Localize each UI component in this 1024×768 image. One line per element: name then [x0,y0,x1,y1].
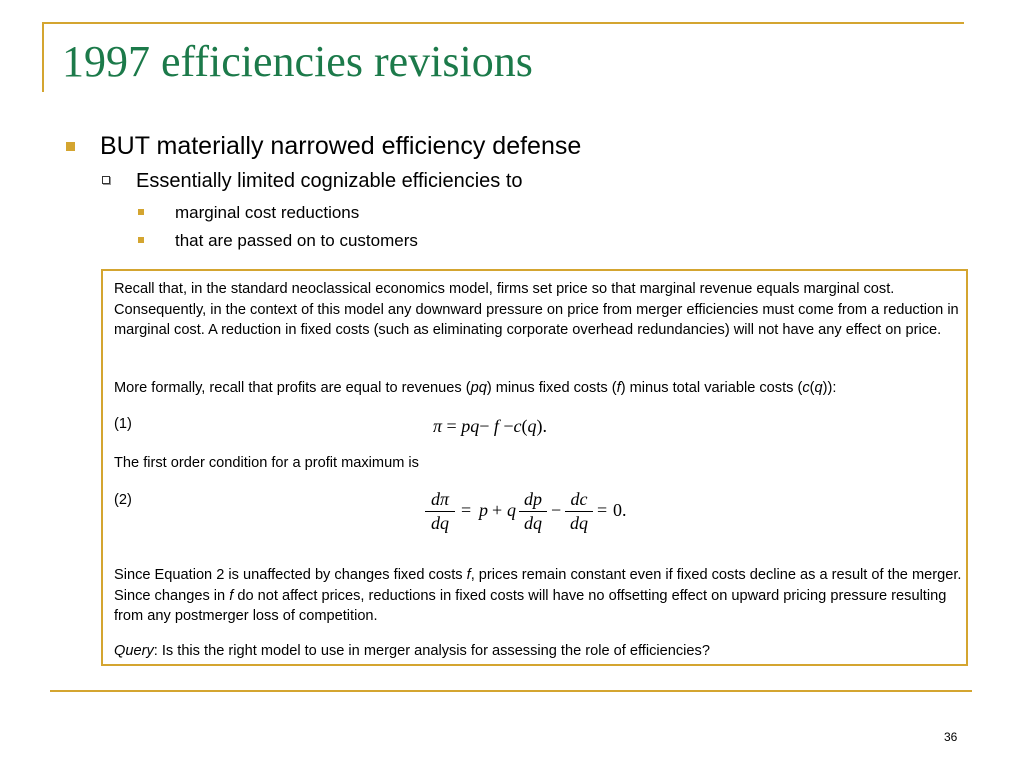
hollow-square-bullet-icon [102,176,110,184]
fraction: dc dq [565,489,593,535]
query-paragraph: Query: Is this the right model to use in merger analysis for assessing the role of efficiencies? [114,643,710,659]
bullet-text: marginal cost reductions [175,203,360,222]
bullet-text: BUT materially narrowed efficiency defense [100,132,582,160]
profit-equation: π = pq− f −c(q). [433,416,548,436]
slide-number: 36 [944,730,958,744]
square-bullet-icon [66,142,75,151]
equation-label: (2) [114,492,132,508]
bullet-level2 [102,170,523,193]
fraction: dπ dq [425,489,455,535]
paragraph: Recall that, in the standard neoclassical economics model, firms set price so that marginal revenue equals marginal cost. Consequently, in the context of this model any downward pressure on price from merger efficiencies must come from a reduction in marginal cost. A reduction in fixed costs (such as eliminating corporate overhead redundancies) will not have any effect on price. [114,281,959,338]
slide-title: 1997 efficiencies revisions [62,37,533,86]
title-accent-horizontal [42,22,964,24]
paragraph: More formally, recall that profits are equal to revenues (pq) minus fixed costs (f) minus total variable costs (c(q)): [114,380,837,396]
footer-rule [50,690,972,692]
paragraph: The first order condition for a profit maximum is [114,455,419,471]
bullet-level3 [138,203,359,223]
square-bullet-icon [138,209,144,215]
fraction: dp dq [519,489,547,535]
title-accent-vertical [42,22,44,92]
paragraph: Since Equation 2 is unaffected by changes fixed costs f, prices remain constant even if fixed costs decline as a result of the merger. Since changes in f do not affect prices, reductions in fixed costs will have no offsetting effect on upward pricing pressure resulting from any postmerger loss of competition. [114,567,962,624]
square-bullet-icon [138,237,144,243]
bullet-level3 [138,231,418,251]
bullet-text: Essentially limited cognizable efficiencies to [136,170,523,192]
equation-label: (1) [114,416,132,432]
bullet-text: that are passed on to customers [175,231,418,250]
bullet-level1 [66,132,581,161]
explanation-box: Recall that, in the standard neoclassical economics model, firms set price so that marginal revenue equals marginal cost. Consequently, in the context of this model any downward pressure on price from merger efficiencies must come from a reduction in marginal cost. A reduction in fixed costs (such as eliminating corporate overhead redundancies) will not have any effect on price. More formally, recall that profits are equal to revenues (pq) minus fixed costs (f) minus total variable costs (c(q)): (1) π = pq− f −c(q). The first order condition for a profit maximum is (2) dπ dq = p + q dp dq − dc dq = 0. Since Equation 2 is unaffected by changes fixed costs f, prices remain constant even if fixed costs decline as a result of the merger. Since changes in f do not affect prices, reductions in fixed costs will have no offsetting effect on upward pricing pressure resulting from any postmerger loss of competition. Query: Is this the right model to use in merger analysis for assessing the role of efficiencies? [101,269,968,666]
